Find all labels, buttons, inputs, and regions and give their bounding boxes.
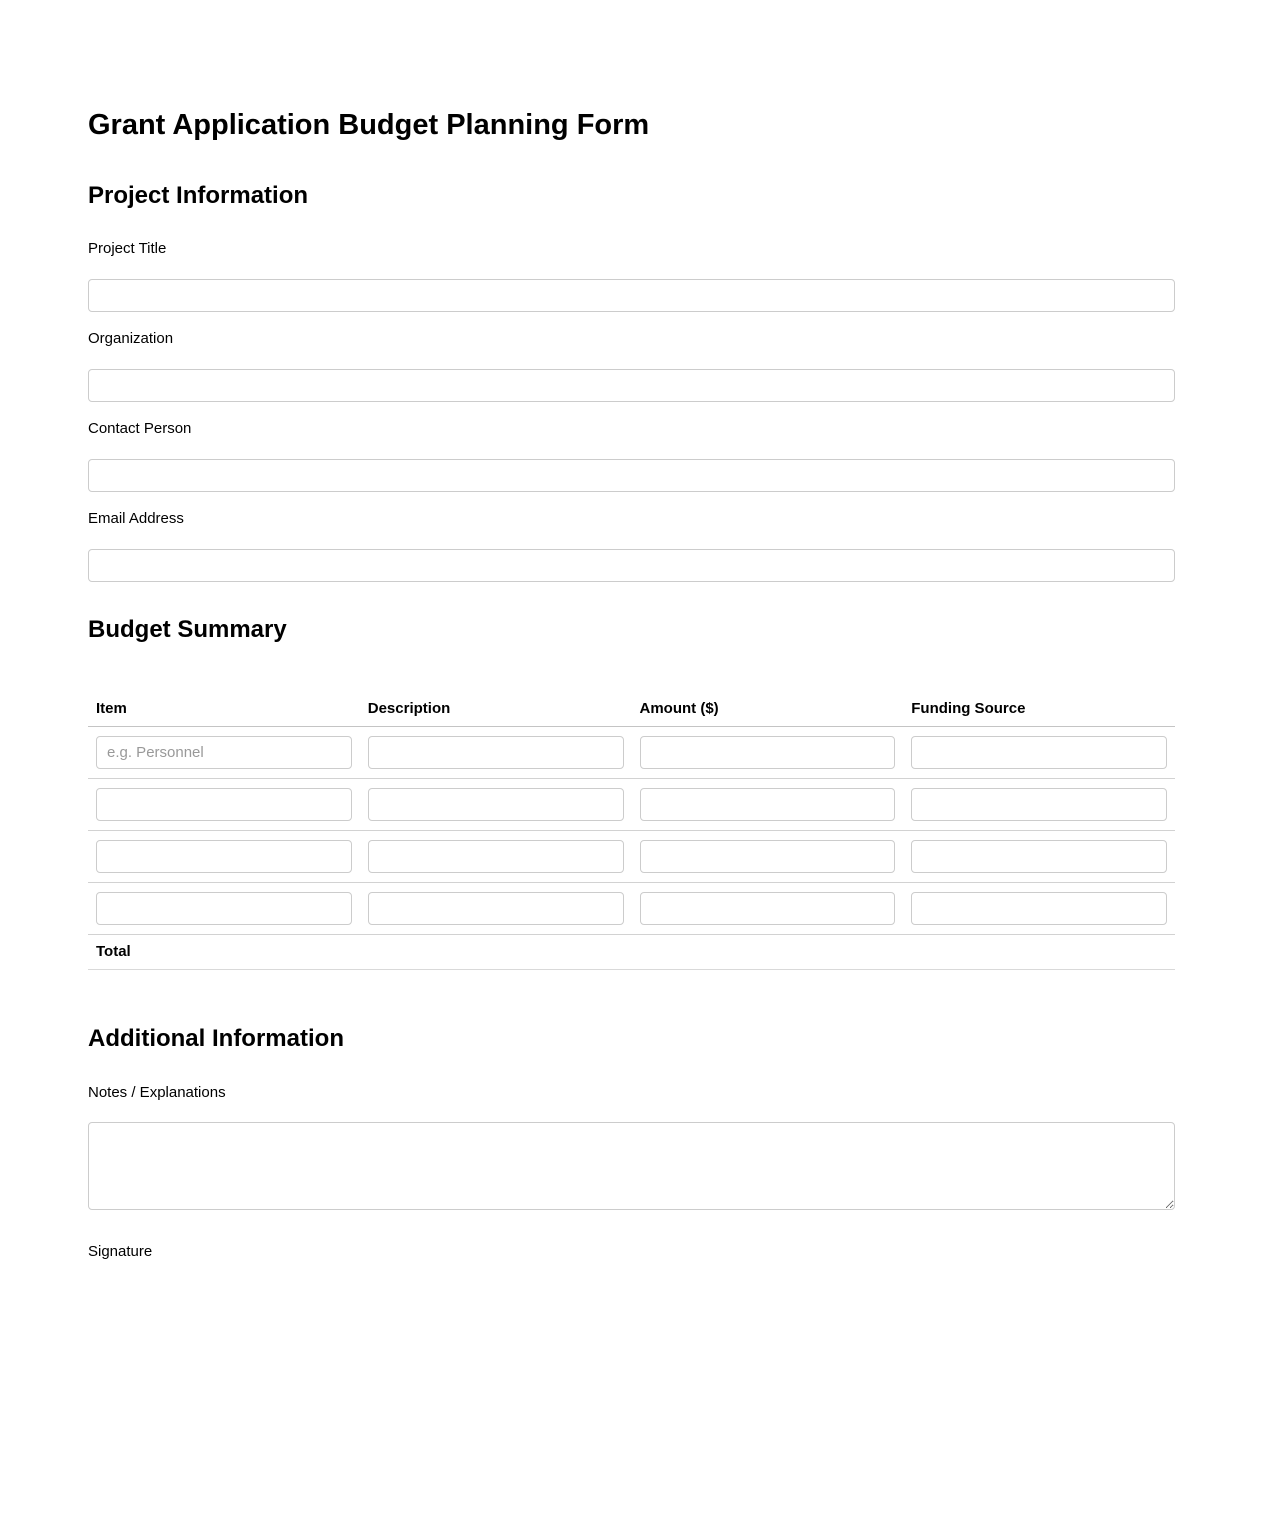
budget-row2-description-input[interactable] (368, 788, 624, 821)
contact-person-field (88, 420, 1175, 492)
section-heading-budget-summary: Budget Summary (88, 616, 287, 643)
total-amount-cell (632, 935, 904, 970)
email-address-input[interactable] (88, 549, 1175, 582)
budget-row4-item-input[interactable] (96, 892, 352, 925)
column-header-description: Description (360, 700, 632, 727)
organization-input[interactable] (88, 369, 1175, 402)
budget-total-row (88, 935, 1175, 970)
column-header-amount: Amount ($) (632, 700, 904, 727)
organization-field (88, 330, 1175, 402)
budget-row3-amount-input[interactable] (640, 840, 896, 873)
total-label: Total (88, 935, 360, 970)
total-funding-source-cell (903, 935, 1175, 970)
budget-row3-funding-source-input[interactable] (911, 840, 1167, 873)
total-description-cell (360, 935, 632, 970)
budget-row2-item-input[interactable] (96, 788, 352, 821)
budget-row4-amount-input[interactable] (640, 892, 896, 925)
project-title-input[interactable] (88, 279, 1175, 312)
budget-row1-item-input[interactable] (96, 736, 352, 769)
budget-row-1 (88, 727, 1175, 779)
budget-row-4 (88, 883, 1175, 935)
project-title-label: Project Title (88, 240, 167, 257)
contact-person-input[interactable] (88, 459, 1175, 492)
email-address-field (88, 510, 1175, 582)
budget-row-3 (88, 831, 1175, 883)
section-heading-additional-information: Additional Information (88, 1025, 344, 1052)
budget-row4-description-input[interactable] (368, 892, 624, 925)
budget-row2-amount-input[interactable] (640, 788, 896, 821)
budget-row1-description-input[interactable] (368, 736, 624, 769)
budget-row2-funding-source-input[interactable] (911, 788, 1167, 821)
section-heading-project-information: Project Information (88, 182, 309, 209)
budget-table (88, 700, 1175, 970)
budget-row1-amount-input[interactable] (640, 736, 896, 769)
contact-person-label: Contact Person (88, 420, 192, 437)
budget-row4-funding-source-input[interactable] (911, 892, 1167, 925)
column-header-funding-source: Funding Source (903, 700, 1175, 727)
notes-label: Notes / Explanations (88, 1084, 226, 1101)
column-header-item: Item (88, 700, 360, 727)
budget-table-header-row (88, 700, 1175, 727)
project-title-field (88, 240, 1175, 312)
page-title: Grant Application Budget Planning Form (88, 109, 650, 141)
signature-label: Signature (88, 1243, 153, 1260)
notes-textarea[interactable] (88, 1122, 1175, 1210)
budget-row-2 (88, 779, 1175, 831)
email-address-label: Email Address (88, 510, 184, 527)
budget-row3-item-input[interactable] (96, 840, 352, 873)
budget-row1-funding-source-input[interactable] (911, 736, 1167, 769)
form-container (88, 0, 1175, 1261)
organization-label: Organization (88, 330, 174, 347)
budget-row3-description-input[interactable] (368, 840, 624, 873)
